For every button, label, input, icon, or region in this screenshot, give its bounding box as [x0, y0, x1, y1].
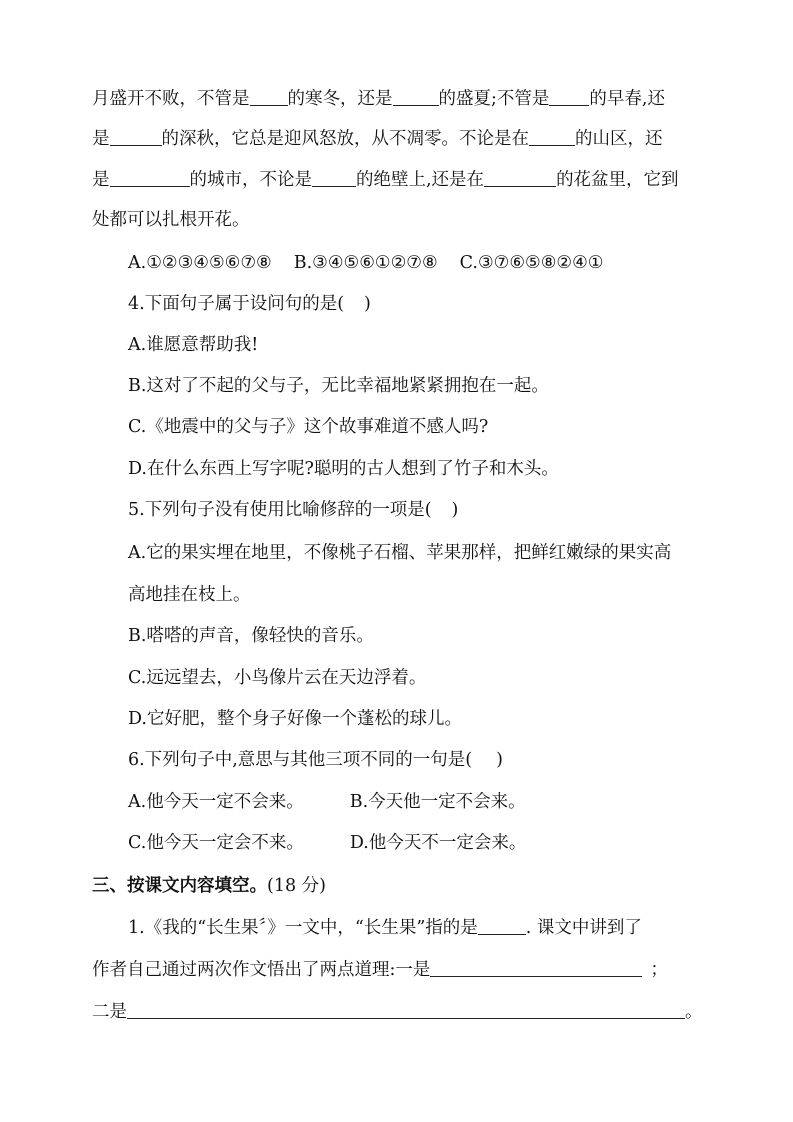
section-title: 三、按课文内容填空。 [92, 876, 267, 896]
text: 的城市，不论是 [189, 170, 312, 190]
q5-option-d[interactable]: D.它好肥，整个身子好像一个蓬松的球儿。 [128, 709, 462, 729]
option-d[interactable]: D.他今天不一定会来。 [349, 833, 527, 853]
passage-line-4: 处都可以扎根开花。 [92, 210, 250, 230]
section-3-heading [92, 871, 793, 901]
q6-options-row-1 [128, 787, 793, 817]
question-text: . 课文中讲到了 [525, 918, 642, 938]
question-text: 6.下列句子中,意思与其他三项不同的一句是( [128, 750, 473, 770]
question-text: 1.《我的“长生果〞》一文中，“长生果”指的是 [128, 918, 478, 938]
blank[interactable] [430, 958, 642, 977]
blank[interactable] [478, 916, 526, 935]
blank[interactable] [529, 127, 575, 146]
q4-stem [128, 289, 793, 319]
blank[interactable] [312, 168, 356, 187]
option-a[interactable]: A.他今天一定不会来。 [128, 792, 304, 812]
section-score: (18 分) [267, 876, 326, 896]
q5-option-c[interactable]: C.远远望去，小鸟像片云在天边浮着。 [128, 668, 427, 688]
option-c[interactable]: C.他今天一定会不来。 [128, 833, 304, 853]
option-a[interactable]: A.①②③④⑤⑥⑦⑧ [128, 253, 272, 273]
blank[interactable] [110, 127, 162, 146]
s3-q1-line-2 [92, 955, 793, 985]
text: 的花盆里，它到 [556, 170, 679, 190]
text: 的深秋，它总是迎风怒放，从不凋零。不论是在 [161, 129, 529, 149]
q5-stem [128, 495, 793, 525]
s3-q1-line-3 [92, 997, 793, 1027]
question-text: 4.下面句子属于设问句的是( [128, 294, 345, 314]
blank[interactable] [127, 1000, 685, 1019]
text: 的绝壁上,还是在 [356, 170, 485, 190]
s3-q1-line-1 [128, 913, 793, 943]
text: 月盛开不败，不管是 [92, 89, 250, 109]
q6-stem [128, 745, 793, 775]
option-c[interactable]: C.③⑦⑥⑤⑧②④① [459, 253, 604, 273]
punct: ； [650, 960, 668, 980]
passage-line-3 [92, 165, 793, 195]
q5-option-a-line-2[interactable]: 高地挂在枝上。 [128, 585, 251, 605]
option-b[interactable]: B.③④⑤⑥①②⑦⑧ [293, 253, 438, 273]
q4-option-c[interactable]: C.《地震中的父与子》这个故事难道不感人吗? [128, 417, 489, 437]
punct: 。 [685, 1002, 703, 1022]
blank[interactable] [393, 87, 439, 106]
text: 的寒冬，还是 [287, 89, 393, 109]
blank[interactable] [549, 87, 589, 106]
q5-option-b[interactable]: B.嗒嗒的声音，像轻快的音乐。 [128, 626, 374, 646]
paren-close: ) [451, 500, 459, 520]
text: 的盛夏;不管是 [438, 89, 550, 109]
passage-line-2 [92, 124, 793, 154]
q6-options-row-2 [128, 828, 793, 858]
question-text: 二是 [92, 1002, 127, 1022]
q3-options [128, 248, 793, 278]
passage-line-1 [92, 84, 793, 114]
q4-option-d[interactable]: D.在什么东西上写字呢?聪明的古人想到了竹子和木头。 [128, 459, 559, 479]
q4-option-a[interactable]: A.谁愿意帮助我! [128, 335, 259, 355]
blank[interactable] [110, 168, 190, 187]
blank[interactable] [250, 87, 288, 106]
q5-option-a-line-1[interactable]: A.它的果实埋在地里，不像桃子石榴、苹果那样，把鲜红嫩绿的果实高 [128, 543, 672, 563]
text: 的早春,还 [589, 89, 665, 109]
option-b[interactable]: B.今天他一定不会来。 [349, 792, 526, 812]
text: 是 [92, 170, 110, 190]
text: 的山区，还 [575, 129, 663, 149]
blank[interactable] [484, 168, 556, 187]
question-text: 作者自己通过两次作文悟出了两点道理:一是 [92, 960, 431, 980]
paren-close: ) [364, 294, 371, 314]
paren-close: ) [496, 750, 503, 770]
question-text: 5.下列句子没有使用比喻修辞的一项是( [128, 500, 432, 520]
text: 是 [92, 129, 110, 149]
q4-option-b[interactable]: B.这对了不起的父与子，无比幸福地紧紧拥抱在一起。 [128, 376, 549, 396]
